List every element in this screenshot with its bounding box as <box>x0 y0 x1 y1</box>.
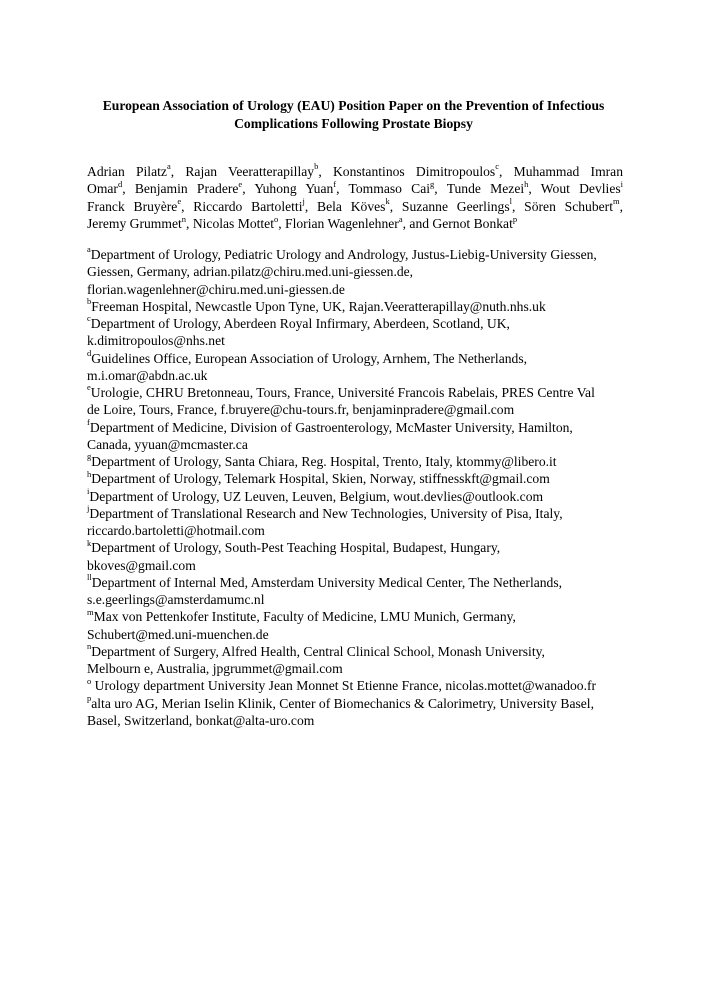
affiliation-marker: a <box>87 244 91 255</box>
author-name: Rajan Veeratterapillay <box>185 164 315 179</box>
affiliation <box>87 485 647 505</box>
affiliation-marker: n <box>87 641 92 652</box>
affiliation-text: Department of Internal Med, Amsterdam University Medical Center, The Netherlands, <box>91 574 563 590</box>
title-line: Complications Following Prostate Biopsy <box>234 116 473 131</box>
affiliation-line <box>87 677 647 694</box>
author-name: Jeremy Grummet <box>87 216 182 232</box>
affiliation-line <box>87 505 647 522</box>
author-name: Yuhong Yuan <box>254 181 334 197</box>
affiliation-text: riccardo.bartoletti@hotmail.com <box>87 523 265 538</box>
author-affiliation-marker: c <box>495 161 500 172</box>
author-name: Muhammad Imran <box>513 164 624 179</box>
affiliation-line <box>87 539 647 556</box>
affiliation-text: Melbourn e, Australia, jpgrummet@gmail.com <box>87 661 343 676</box>
affiliation <box>87 643 647 678</box>
affiliation-marker: g <box>87 451 92 462</box>
affiliation <box>87 246 647 298</box>
affiliation <box>87 453 647 470</box>
author-affiliation-marker: m <box>613 196 620 207</box>
author-name: Suzanne Geerlings <box>401 198 510 214</box>
author-affiliation-marker: l <box>509 196 512 207</box>
affiliation <box>87 505 647 540</box>
affiliation-marker: p <box>87 692 92 703</box>
affiliation-text: Department of Urology, Telemark Hospital, Skien, Norway, stiffnesskft@gmail.com <box>91 471 550 487</box>
author-name: Adrian Pilatz <box>87 164 167 179</box>
author-name: Konstantinos Dimitropoulos <box>332 164 496 179</box>
author-affiliation-marker: g <box>430 178 435 189</box>
affiliation-text: Department of Surgery, Alfred Health, Central Clinical School, Monash University, <box>91 643 545 659</box>
author-affiliation-marker: f <box>333 178 337 189</box>
affiliation-text: m.i.omar@abdn.ac.uk <box>87 367 208 383</box>
affiliation-text: Schubert@med.uni-muenchen.de <box>87 626 269 642</box>
affiliation-text: Basel, Switzerland, bonkat@alta-uro.com <box>87 712 315 728</box>
affiliation-line <box>87 263 647 280</box>
affiliation-marker: o <box>87 675 92 686</box>
affiliation <box>87 384 647 419</box>
affiliation-text: Guidelines Office, European Association of Urology, Arnhem, The Netherlands, <box>91 350 528 366</box>
affiliation-text: Max von Pettenkofer Institute, Faculty of Medicine, LMU Munich, Germany, <box>93 609 516 625</box>
affiliation <box>87 315 647 350</box>
affiliation-text: Department of Urology, Pediatric Urology and Andrology, Justus-Liebig-University Giessen, <box>90 247 597 262</box>
affiliation-line <box>87 557 647 574</box>
affiliation-line <box>87 436 647 453</box>
author-affiliation-marker: a <box>166 161 171 172</box>
affiliation-line <box>87 281 647 298</box>
affiliation-text: Giessen, Germany, adrian.pilatz@chiru.med.uni-giessen.de, <box>87 264 414 280</box>
author-line: Omar$^d$, Benjamin Pradere$^e$, Yuhong Yuan$^f$, Tommaso Cai$^g$, Tunde Mezei$^h$, Wout Devlies$^i$ <box>87 178 624 197</box>
affiliation-marker: ll <box>87 572 92 583</box>
affiliation-text: bkoves@gmail.com <box>87 557 196 573</box>
author-name: Tunde Mezei <box>446 181 525 197</box>
author-affiliation-marker: e <box>177 196 182 207</box>
affiliation-line <box>87 298 647 315</box>
author-line: Jeremy Grummet$^n$, Nicolas Mottet$^o$, Florian Wagenlehner$^a$, and Gernot Bonkat$^p$ <box>87 213 518 232</box>
affiliation-text: Urologie, CHRU Bretonneau, Tours, France, Université Francois Rabelais, PRES Centre Val <box>90 385 595 400</box>
author-affiliation-marker: i <box>620 178 624 189</box>
author-name: Riccardo Bartoletti <box>193 198 303 214</box>
affiliation-text: alta uro AG, Merian Iselin Klinik, Center of Biomechanics & Calorimetry, University Basel, <box>91 695 594 711</box>
affiliation-line <box>87 416 647 436</box>
affiliation-line <box>87 315 647 332</box>
affiliation <box>87 298 647 315</box>
affiliation-marker: e <box>87 382 91 393</box>
affiliation-line <box>87 485 647 505</box>
affiliation-text: de Loire, Tours, France, f.bruyere@chu-tours.fr, benjaminpradere@gmail.com <box>87 402 515 418</box>
author-name: Benjamin Pradere <box>134 181 239 197</box>
affiliation-line <box>87 643 647 660</box>
author-name: and Gernot Bonkat <box>409 216 513 232</box>
affiliation-line <box>87 453 647 470</box>
affiliation-line <box>87 367 647 384</box>
affiliation-line <box>87 660 647 677</box>
author-affiliation-marker: b <box>314 161 319 172</box>
affiliation-list <box>87 246 647 729</box>
affiliation-line <box>87 692 647 712</box>
affiliation-text: Department of Translational Research and New Technologies, University of Pisa, Italy, <box>89 505 563 521</box>
affiliation-line <box>87 246 647 263</box>
author-line: Franck Bruyère$^e$, Riccardo Bartoletti$^j$, Bela Köves$^k$, Suzanne Geerlings$^l$, Sören Schubert$^m$, <box>87 196 624 214</box>
affiliation <box>87 416 647 454</box>
affiliation-line <box>87 608 647 625</box>
affiliation-text: Department of Urology, South-Pest Teaching Hospital, Budapest, Hungary, <box>91 540 501 556</box>
affiliation-marker: f <box>87 416 90 427</box>
affiliation <box>87 347 647 385</box>
affiliation-line <box>87 401 647 418</box>
author-affiliation-marker: k <box>385 196 390 207</box>
affiliation-text: Urology department University Jean Monnet St Etienne France, nicolas.mottet@wanadoo.fr <box>91 678 597 694</box>
affiliation-marker: i <box>87 485 90 496</box>
author-name: Florian Wagenlehner <box>285 216 399 232</box>
author-affiliation-marker: j <box>302 196 305 207</box>
affiliation-marker: h <box>87 468 92 479</box>
affiliation-text: Freeman Hospital, Newcastle Upon Tyne, UK, Rajan.Veeratterapillay@nuth.nhs.uk <box>91 298 546 314</box>
author-list <box>87 163 623 233</box>
affiliation <box>87 574 647 609</box>
author-affiliation-marker: e <box>238 178 243 189</box>
affiliation-text: s.e.geerlings@amsterdamumc.nl <box>87 592 265 607</box>
affiliation-marker: c <box>87 313 91 324</box>
author-affiliation-marker: a <box>398 213 403 224</box>
affiliation-text: Department of Medicine, Division of Gastroenterology, McMaster University, Hamilton, <box>89 419 573 435</box>
author-affiliation-marker: d <box>117 178 123 189</box>
affiliation <box>87 470 647 487</box>
affiliation-line <box>87 347 647 367</box>
affiliation <box>87 608 647 643</box>
author-name: Tommaso Cai <box>348 181 431 197</box>
paper-title <box>60 97 647 133</box>
author-name: Omar <box>87 181 118 197</box>
affiliation-marker: m <box>87 606 94 617</box>
author-affiliation-marker: n <box>181 213 187 224</box>
affiliation-marker: k <box>87 537 92 548</box>
author-name: Wout Devlies <box>540 181 621 197</box>
author-name: Bela Köves <box>317 198 386 214</box>
affiliation-text: florian.wagenlehner@chiru.med.uni-giessen.de <box>87 281 345 297</box>
affiliation-line <box>87 522 647 539</box>
affiliation-marker: j <box>87 503 90 514</box>
affiliation-line <box>87 470 647 487</box>
affiliation-line <box>87 574 647 591</box>
affiliation <box>87 692 647 730</box>
affiliation-line <box>87 591 647 608</box>
author-name: Sören Schubert <box>524 198 613 214</box>
affiliation <box>87 677 647 694</box>
affiliation-text: k.dimitropoulos@nhs.net <box>87 333 225 349</box>
affiliation-text: Department of Urology, UZ Leuven, Leuven, Belgium, wout.devlies@outlook.com <box>89 488 544 504</box>
affiliation-text: Department of Urology, Santa Chiara, Reg. Hospital, Trento, Italy, ktommy@libero.it <box>91 454 557 469</box>
affiliation-text: Canada, yyuan@mcmaster.ca <box>87 436 248 452</box>
affiliation-line <box>87 384 647 401</box>
author-affiliation-marker: h <box>524 178 529 189</box>
author-name: Nicolas Mottet <box>192 216 274 232</box>
affiliation-line <box>87 626 647 643</box>
author-name: Franck Bruyère <box>87 198 178 214</box>
author-affiliation-marker: o <box>273 213 279 224</box>
title-line: European Association of Urology (EAU) Position Paper on the Prevention of Infectious <box>102 98 605 113</box>
affiliation-marker: d <box>87 347 92 358</box>
author-line: Adrian Pilatz$^a$, Rajan Veeratterapillay$^b$, Konstantinos Dimitropoulos$^c$, Muhammad Imran <box>87 161 624 179</box>
affiliation-line <box>87 332 647 349</box>
affiliation-line <box>87 712 647 729</box>
affiliation <box>87 539 647 574</box>
affiliation-text: Department of Urology, Aberdeen Royal Infirmary, Aberdeen, Scotland, UK, <box>90 316 510 331</box>
author-affiliation-marker: p <box>512 213 518 224</box>
affiliation-marker: b <box>87 296 92 307</box>
